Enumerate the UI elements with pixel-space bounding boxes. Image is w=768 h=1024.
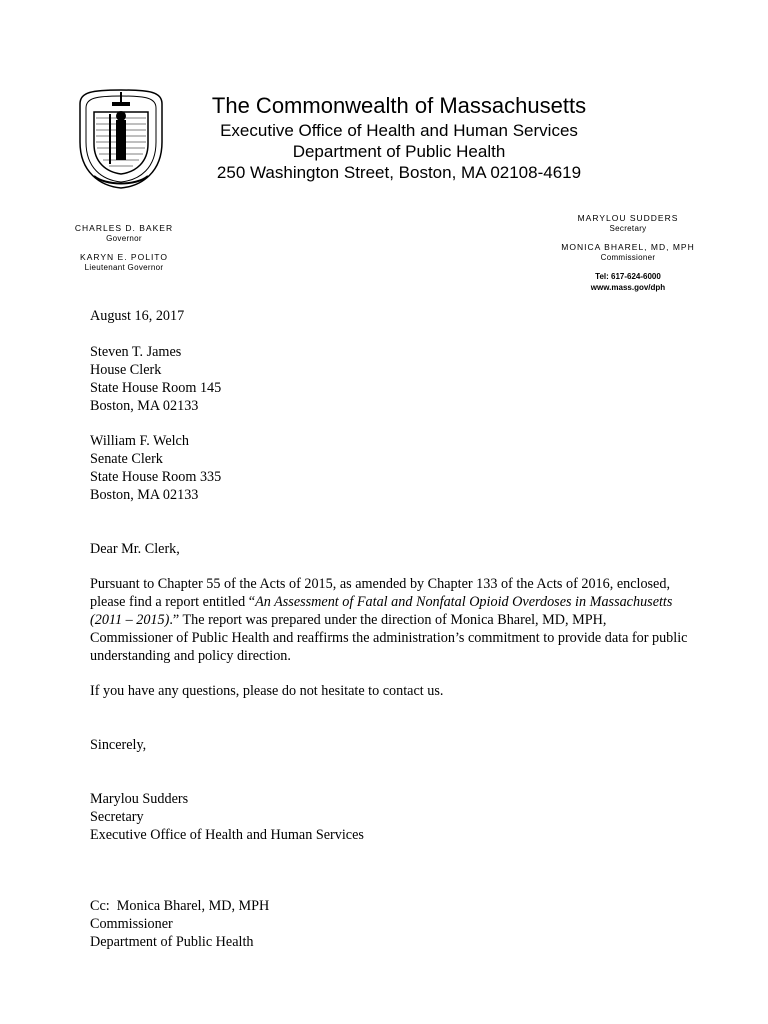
cc-label: Cc: (90, 898, 110, 914)
contact-tel: Tel: 617-624-6000 (595, 272, 661, 281)
signer-name: Marylou Sudders (90, 791, 189, 807)
lt-governor-title: Lieutenant Governor (84, 263, 164, 272)
recipient-line: House Clerk (90, 362, 162, 378)
report-title: An Assessment of Fatal and Nonfatal Opioid Overdoses in Massachusetts (2011 – 2015) (90, 594, 673, 628)
commissioner-name: MONICA BHAREL, MD, MPH (561, 242, 695, 252)
secretary-title: Secretary (609, 224, 647, 233)
massachusetts-seal-icon (72, 82, 170, 192)
salutation: Dear Mr. Clerk, (90, 541, 180, 557)
officials-right (548, 213, 708, 293)
commissioner-title: Commissioner (600, 253, 656, 262)
recipient-line: State House Room 335 (90, 469, 222, 485)
lt-governor-name: KARYN E. POLITO (80, 252, 168, 262)
recipient-senate-clerk (90, 432, 221, 504)
signer-office: Executive Office of Health and Human Services (90, 827, 364, 843)
letterhead (190, 92, 608, 183)
signer-title: Secretary (90, 809, 144, 825)
letterhead-title: The Commonwealth of Massachusetts (211, 93, 587, 118)
paragraph-text: Pursuant to Chapter 55 of the Acts of 2015, as amended by Chapter 133 of the Acts of 2016, enclosed, please find a report entitled “ (90, 576, 670, 610)
signer-block (90, 790, 364, 844)
paragraph-text: .” The report was prepared under the direction of Monica Bharel, MD, MPH, Commissioner of Public Health and reaffirms the administration’s commitment to provide data for public understanding and policy direction. (90, 612, 688, 664)
cc-name: Monica Bharel, MD, MPH (116, 898, 270, 914)
body-paragraph-1 (90, 575, 690, 665)
letterhead-address: 250 Washington Street, Boston, MA 02108-4619 (216, 163, 582, 182)
governor-name: CHARLES D. BAKER (74, 223, 174, 233)
letterhead-office: Executive Office of Health and Human Services (220, 121, 578, 140)
letterhead-department: Department of Public Health (292, 142, 506, 161)
cc-title: Commissioner (90, 916, 173, 932)
recipient-line: William F. Welch (90, 433, 189, 449)
letter-date: August 16, 2017 (90, 308, 185, 324)
cc-department: Department of Public Health (90, 934, 254, 950)
recipient-house-clerk (90, 343, 221, 415)
recipient-line: Steven T. James (90, 344, 182, 360)
secretary-name: MARYLOU SUDDERS (577, 213, 679, 223)
recipient-line: Boston, MA 02133 (90, 487, 199, 503)
officials-left (60, 223, 188, 273)
recipient-line: Senate Clerk (90, 451, 163, 467)
body-paragraph-2: If you have any questions, please do not hesitate to contact us. (90, 683, 444, 699)
cc-block (90, 897, 269, 951)
governor-title: Governor (106, 234, 142, 243)
recipient-line: Boston, MA 02133 (90, 398, 199, 414)
closing: Sincerely, (90, 737, 147, 753)
contact-web: www.mass.gov/dph (590, 283, 666, 292)
recipient-line: State House Room 145 (90, 380, 222, 396)
